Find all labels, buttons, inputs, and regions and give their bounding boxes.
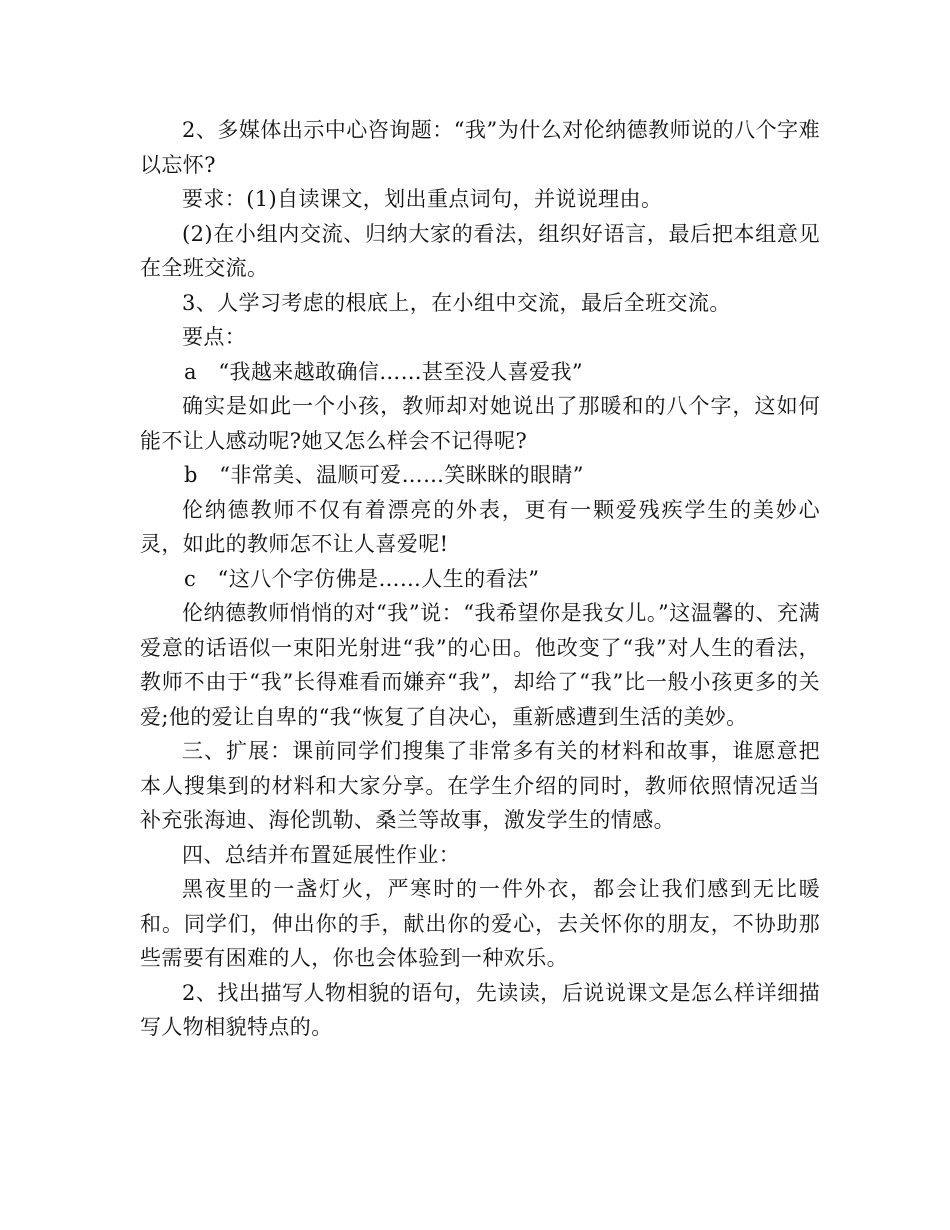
paragraph-homework-2: 2、找出描写人物相貌的语句，先读读，后说说课文是怎么样详细描写人物相貌特点的。 (140, 980, 820, 1039)
paragraph-section-3-extension: 三、扩展：课前同学们搜集了非常多有关的材料和故事，谁愿意把本人搜集到的材料和大家分享。在学生介绍的同时，教师依照情况适当补充张海迪、海伦凯勒、桑兰等故事，激发学生的情感。 (140, 739, 820, 832)
key-point-a: a “我越来越敢确信……甚至没人喜爱我” (184, 359, 583, 384)
paragraph-question-2: 2、多媒体出示中心咨询题：“我”为什么对伦纳德教师说的八个字难以忘怀? (140, 118, 820, 177)
paragraph-explanation-a: 确实是如此一个小孩，教师却对她说出了那暖和的八个字，这如何能不让人感动呢?她又怎么样会不记得呢? (140, 394, 820, 453)
document-body (140, 113, 820, 1045)
paragraph-section-4-heading: 四、总结并布置延展性作业： (182, 842, 461, 867)
key-point-c: c “这八个字仿佛是……人生的看法” (184, 566, 540, 591)
paragraph-key-points: 要点： (182, 325, 247, 349)
paragraph-requirement-1: 要求：(1)自读课文，划出重点词句，并说说理由。 (182, 187, 663, 211)
paragraph-requirement-2: (2)在小组内交流、归纳大家的看法，组织好语言，最后把本组意见在全班交流。 (140, 221, 820, 280)
paragraph-explanation-b: 伦纳德教师不仅有着漂亮的外表，更有一颗爱残疾学生的美妙心灵，如此的教师怎不让人喜爱呢! (140, 497, 820, 556)
paragraph-summary: 黑夜里的一盏灯火，严寒时的一件外衣，都会让我们感到无比暖和。同学们，伸出你的手，献出你的爱心，去关怀你的朋友，不协助那些需要有困难的人，你也会体验到一种欢乐。 (140, 877, 820, 970)
paragraph-step-3: 3、人学习考虑的根底上，在小组中交流，最后全班交流。 (182, 290, 731, 315)
paragraph-explanation-c: 伦纳德教师悄悄的对“我”说：“我希望你是我女儿。”这温馨的、充满爱意的话语似一束阳光射进“我”的心田。他改变了“我”对人生的看法，教师不由于“我”长得难看而嫌弃“我”，却给了“我”比一般小孩更多的关爱;他的爱让自卑的“我“恢复了自决心，重新感遭到生活的美妙。 (140, 601, 820, 729)
key-point-b: b “非常美、温顺可爱……笑眯眯的眼睛” (184, 463, 584, 487)
